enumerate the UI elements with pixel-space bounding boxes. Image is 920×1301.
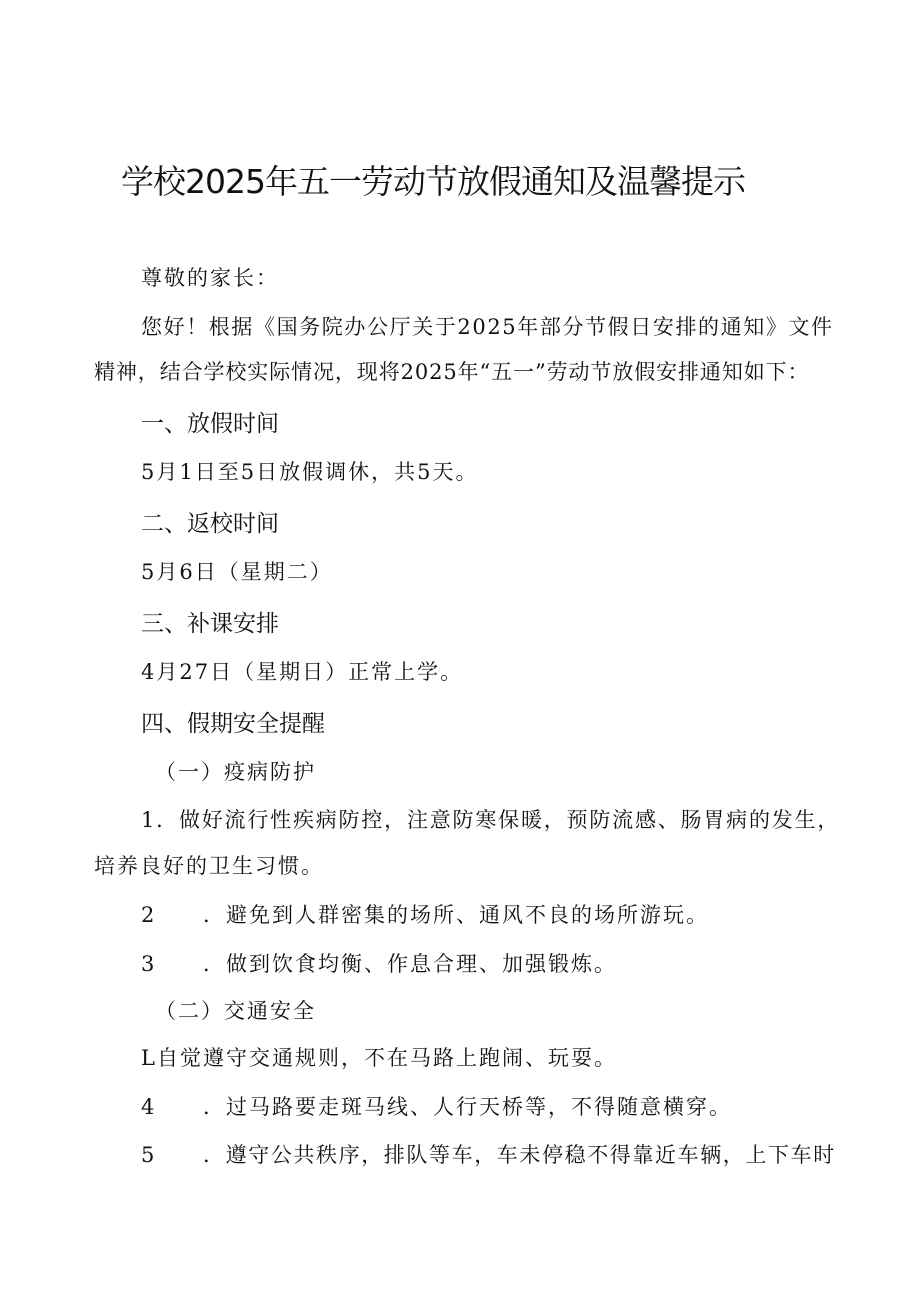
intro-paragraph-line-2: 精神，结合学校实际情况，现将2025年“五一”劳动节放假安排通知如下：	[94, 360, 810, 384]
list-item-3	[141, 949, 617, 979]
list-item-number: 4	[141, 1095, 157, 1119]
section-body-makeup-class: 4月27日（星期日）正常上学。	[141, 660, 464, 684]
section-heading-holiday-time: 一、放假时间	[141, 411, 279, 437]
document-title: 学校2025年五一劳动节放假通知及温馨提示	[121, 162, 745, 201]
section-heading-safety-reminder: 四、假期安全提醒	[141, 711, 325, 737]
subsection-title-traffic-safety: （二）交通安全	[155, 999, 316, 1023]
subsection-title-disease-prevention: （一）疫病防护	[155, 760, 316, 784]
list-item-traffic-1: L自觉遵守交通规则，不在马路上跑闹、玩耍。	[141, 1046, 617, 1070]
list-item-4	[141, 1092, 732, 1122]
section-heading-return-time: 二、返校时间	[141, 511, 279, 537]
list-item-1-line-1: 1．做好流行性疾病防控，注意防寒保暖，预防流感、肠胃病的发生，	[141, 808, 841, 832]
list-item-text: ．遵守公共秩序，排队等车，车未停稳不得靠近车辆，上下车时	[203, 1143, 836, 1167]
list-item-5	[141, 1140, 836, 1170]
list-item-number: 2	[141, 903, 157, 927]
section-heading-makeup-class: 三、补课安排	[141, 611, 279, 637]
list-item-1-line-2: 培养良好的卫生习惯。	[94, 854, 324, 878]
list-item-text: ．避免到人群密集的场所、通风不良的场所游玩。	[203, 903, 709, 927]
section-body-holiday-time: 5月1日至5日放假调休，共5天。	[141, 460, 479, 484]
list-item-number: 3	[141, 952, 157, 976]
list-item-number: 5	[141, 1143, 156, 1167]
section-body-return-time: 5月6日（星期二）	[141, 560, 333, 584]
list-item-2	[141, 900, 709, 930]
intro-paragraph-line-1: 您好！根据《国务院办公厅关于2025年部分节假日安排的通知》文件	[141, 315, 834, 339]
salutation: 尊敬的家长：	[141, 266, 279, 290]
list-item-text: ．做到饮食均衡、作息合理、加强锻炼。	[203, 952, 617, 976]
list-item-text: ．过马路要走斑马线、人行天桥等，不得随意横穿。	[203, 1095, 732, 1119]
